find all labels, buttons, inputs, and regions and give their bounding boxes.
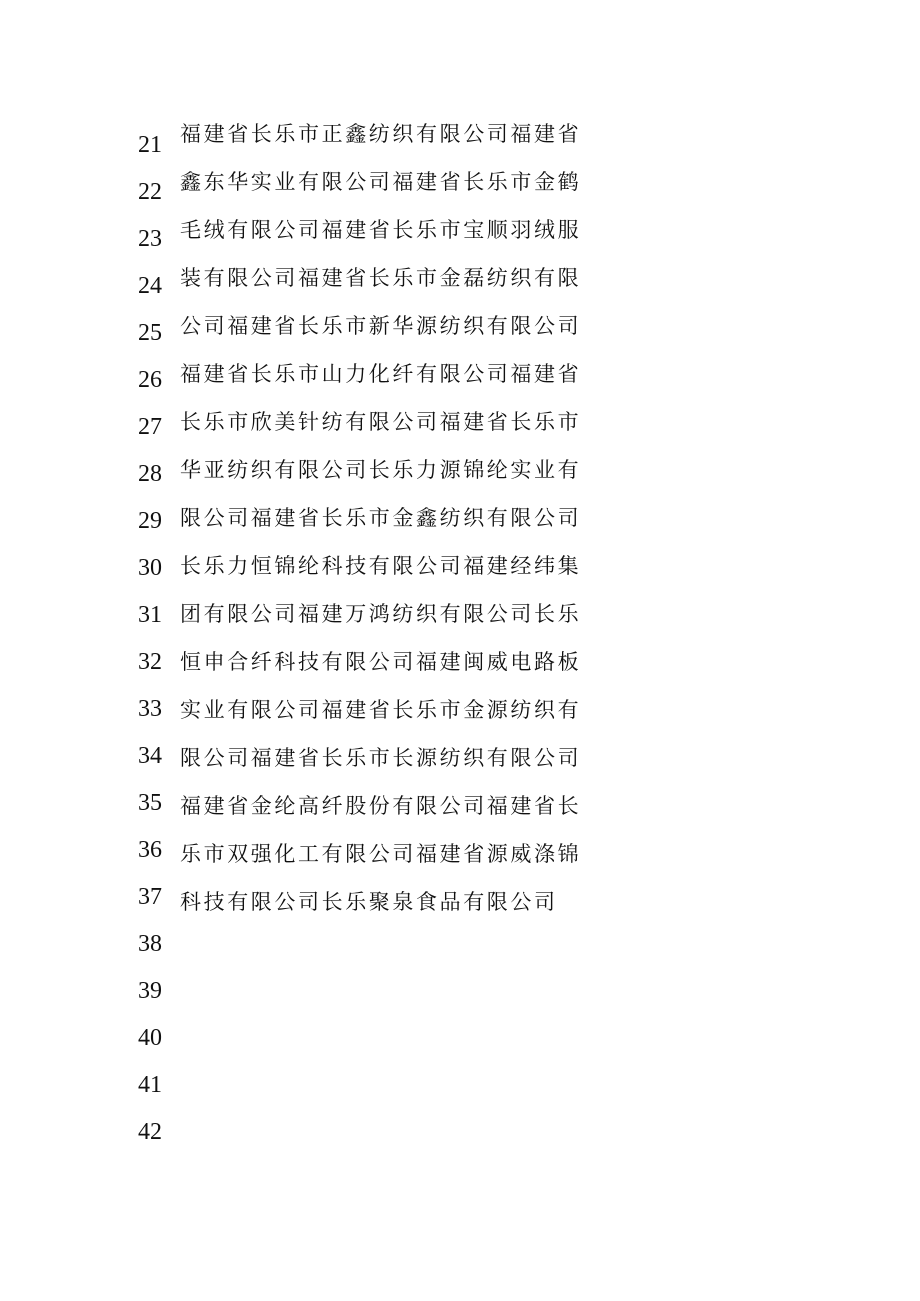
line-number: 22 (138, 179, 162, 205)
line-number: 29 (138, 508, 162, 534)
line-number: 21 (138, 132, 162, 158)
text-line: 福建省长乐市山力化纤有限公司福建省 (180, 362, 582, 386)
line-number: 38 (138, 931, 162, 957)
line-number: 41 (138, 1072, 162, 1098)
text-line: 恒申合纤科技有限公司福建闽威电路板 (180, 650, 582, 674)
line-number: 23 (138, 226, 162, 252)
line-number: 31 (138, 602, 162, 628)
text-line: 实业有限公司福建省长乐市金源纺织有 (180, 698, 582, 722)
line-number: 34 (138, 743, 162, 769)
text-line: 华亚纺织有限公司长乐力源锦纶实业有 (180, 458, 582, 482)
line-number: 39 (138, 978, 162, 1004)
text-line: 福建省金纶高纤股份有限公司福建省长 (180, 794, 582, 818)
text-line: 团有限公司福建万鸿纺织有限公司长乐 (180, 602, 582, 626)
line-number: 26 (138, 367, 162, 393)
text-line: 装有限公司福建省长乐市金磊纺织有限 (180, 266, 582, 290)
line-number: 36 (138, 837, 162, 863)
text-line: 福建省长乐市正鑫纺织有限公司福建省 (180, 122, 582, 146)
line-number: 25 (138, 320, 162, 346)
text-line: 长乐市欣美针纺有限公司福建省长乐市 (180, 410, 582, 434)
text-line: 限公司福建省长乐市长源纺织有限公司 (180, 746, 582, 770)
line-number: 24 (138, 273, 162, 299)
line-number: 30 (138, 555, 162, 581)
line-number-column (128, 126, 172, 1160)
text-line: 科技有限公司长乐聚泉食品有限公司 (180, 890, 558, 914)
line-number: 42 (138, 1119, 162, 1145)
document-body-text (180, 113, 580, 929)
line-number: 37 (138, 884, 162, 910)
text-line: 鑫东华实业有限公司福建省长乐市金鹤 (180, 170, 582, 194)
text-line: 乐市双强化工有限公司福建省源威涤锦 (180, 842, 582, 866)
text-line: 毛绒有限公司福建省长乐市宝顺羽绒服 (180, 218, 582, 242)
line-number: 33 (138, 696, 162, 722)
line-number: 35 (138, 790, 162, 816)
line-number: 32 (138, 649, 162, 675)
text-line: 公司福建省长乐市新华源纺织有限公司 (180, 314, 582, 338)
text-line: 限公司福建省长乐市金鑫纺织有限公司 (180, 506, 582, 530)
line-number: 28 (138, 461, 162, 487)
text-line: 长乐力恒锦纶科技有限公司福建经纬集 (180, 554, 582, 578)
line-number: 40 (138, 1025, 162, 1051)
line-number: 27 (138, 414, 162, 440)
